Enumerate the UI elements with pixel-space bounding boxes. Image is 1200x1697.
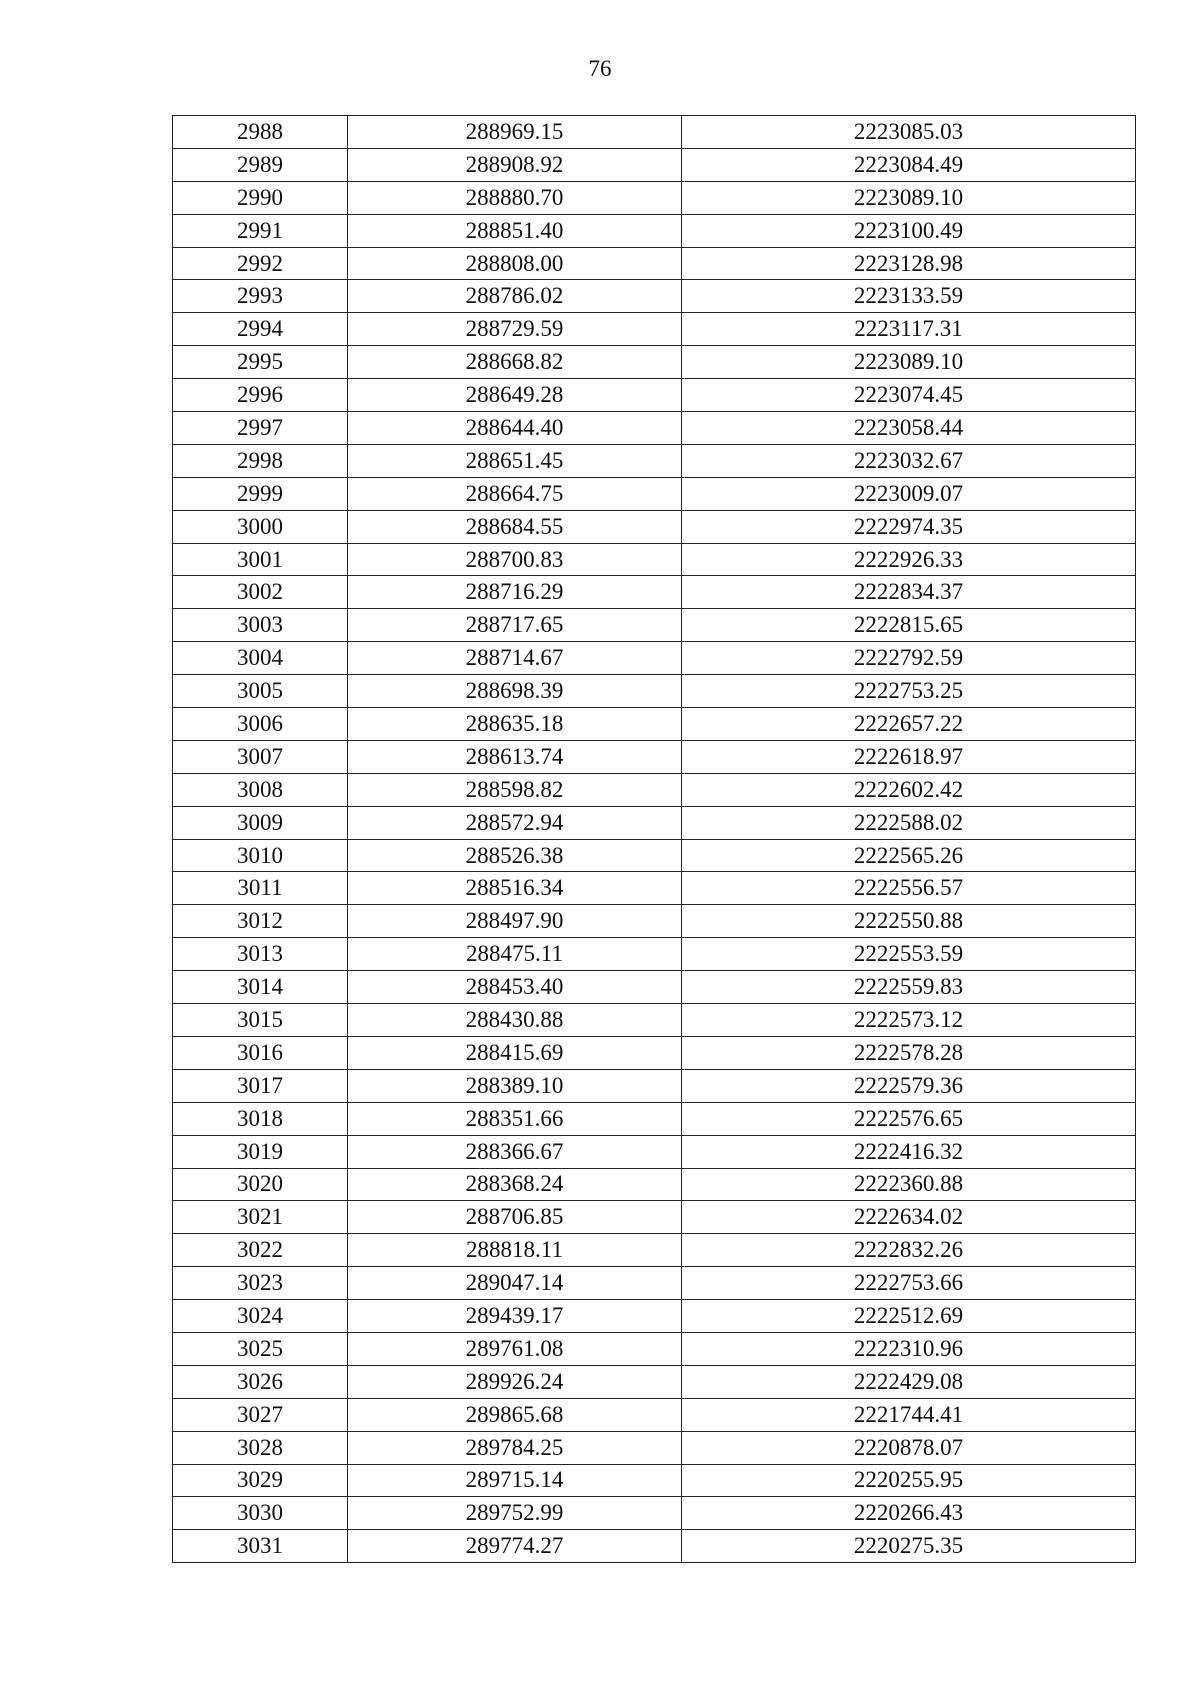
table-row [173, 116, 1136, 149]
table-row [173, 872, 1136, 905]
point-number-cell: 2994 [173, 313, 348, 346]
point-number-cell: 3022 [173, 1234, 348, 1267]
table-row [173, 1135, 1136, 1168]
table-row [173, 247, 1136, 280]
table-row [173, 675, 1136, 708]
y-coordinate-cell: 2220266.43 [682, 1497, 1136, 1530]
x-coordinate-cell: 288851.40 [348, 214, 682, 247]
y-coordinate-cell: 2222602.42 [682, 773, 1136, 806]
point-number-cell: 2999 [173, 477, 348, 510]
x-coordinate-cell: 288684.55 [348, 510, 682, 543]
x-coordinate-cell: 288389.10 [348, 1069, 682, 1102]
point-number-cell: 3012 [173, 905, 348, 938]
point-number-cell: 3011 [173, 872, 348, 905]
x-coordinate-cell: 288908.92 [348, 148, 682, 181]
y-coordinate-cell: 2223085.03 [682, 116, 1136, 149]
table-row [173, 1036, 1136, 1069]
point-number-cell: 2988 [173, 116, 348, 149]
x-coordinate-cell: 288475.11 [348, 938, 682, 971]
point-number-cell: 3017 [173, 1069, 348, 1102]
point-number-cell: 2996 [173, 379, 348, 412]
x-coordinate-cell: 288717.65 [348, 609, 682, 642]
point-number-cell: 3000 [173, 510, 348, 543]
y-coordinate-cell: 2222657.22 [682, 708, 1136, 741]
y-coordinate-cell: 2222753.25 [682, 675, 1136, 708]
table-row [173, 938, 1136, 971]
y-coordinate-cell: 2223089.10 [682, 181, 1136, 214]
y-coordinate-cell: 2223128.98 [682, 247, 1136, 280]
x-coordinate-cell: 288664.75 [348, 477, 682, 510]
point-number-cell: 2989 [173, 148, 348, 181]
page-number: 76 [588, 56, 612, 81]
table-row [173, 1398, 1136, 1431]
point-number-cell: 3028 [173, 1431, 348, 1464]
point-number-cell: 3021 [173, 1201, 348, 1234]
table-row [173, 1300, 1136, 1333]
x-coordinate-cell: 288497.90 [348, 905, 682, 938]
point-number-cell: 3003 [173, 609, 348, 642]
y-coordinate-cell: 2222559.83 [682, 971, 1136, 1004]
table-row [173, 806, 1136, 839]
point-number-cell: 3009 [173, 806, 348, 839]
table-row [173, 477, 1136, 510]
point-number-cell: 3016 [173, 1036, 348, 1069]
x-coordinate-cell: 288526.38 [348, 839, 682, 872]
y-coordinate-cell: 2222588.02 [682, 806, 1136, 839]
x-coordinate-cell: 289865.68 [348, 1398, 682, 1431]
x-coordinate-cell: 289752.99 [348, 1497, 682, 1530]
y-coordinate-cell: 2222578.28 [682, 1036, 1136, 1069]
y-coordinate-cell: 2223133.59 [682, 280, 1136, 313]
point-number-cell: 3030 [173, 1497, 348, 1530]
x-coordinate-cell: 288729.59 [348, 313, 682, 346]
table-row [173, 576, 1136, 609]
x-coordinate-cell: 289047.14 [348, 1267, 682, 1300]
table-row [173, 839, 1136, 872]
x-coordinate-cell: 288700.83 [348, 543, 682, 576]
x-coordinate-cell: 288880.70 [348, 181, 682, 214]
table-row [173, 1069, 1136, 1102]
table-row [173, 1201, 1136, 1234]
y-coordinate-cell: 2222416.32 [682, 1135, 1136, 1168]
x-coordinate-cell: 288453.40 [348, 971, 682, 1004]
y-coordinate-cell: 2222753.66 [682, 1267, 1136, 1300]
x-coordinate-cell: 289761.08 [348, 1332, 682, 1365]
x-coordinate-cell: 288598.82 [348, 773, 682, 806]
x-coordinate-cell: 288366.67 [348, 1135, 682, 1168]
point-number-cell: 3024 [173, 1300, 348, 1333]
point-number-cell: 3031 [173, 1530, 348, 1563]
y-coordinate-cell: 2220255.95 [682, 1464, 1136, 1497]
point-number-cell: 2992 [173, 247, 348, 280]
table-row [173, 1431, 1136, 1464]
x-coordinate-cell: 288716.29 [348, 576, 682, 609]
y-coordinate-cell: 2222832.26 [682, 1234, 1136, 1267]
y-coordinate-cell: 2222310.96 [682, 1332, 1136, 1365]
point-number-cell: 3015 [173, 1004, 348, 1037]
table-row [173, 1365, 1136, 1398]
point-number-cell: 3029 [173, 1464, 348, 1497]
x-coordinate-cell: 288698.39 [348, 675, 682, 708]
table-row [173, 708, 1136, 741]
point-number-cell: 3027 [173, 1398, 348, 1431]
table-row [173, 1464, 1136, 1497]
x-coordinate-cell: 288351.66 [348, 1102, 682, 1135]
y-coordinate-cell: 2222429.08 [682, 1365, 1136, 1398]
table-row [173, 181, 1136, 214]
point-number-cell: 3005 [173, 675, 348, 708]
table-row [173, 379, 1136, 412]
table-row [173, 905, 1136, 938]
y-coordinate-cell: 2221744.41 [682, 1398, 1136, 1431]
y-coordinate-cell: 2223032.67 [682, 444, 1136, 477]
y-coordinate-cell: 2222926.33 [682, 543, 1136, 576]
y-coordinate-cell: 2222618.97 [682, 740, 1136, 773]
x-coordinate-cell: 288714.67 [348, 642, 682, 675]
point-number-cell: 3020 [173, 1168, 348, 1201]
x-coordinate-cell: 289774.27 [348, 1530, 682, 1563]
table-row [173, 543, 1136, 576]
x-coordinate-cell: 288644.40 [348, 412, 682, 445]
table-row [173, 1234, 1136, 1267]
point-number-cell: 3008 [173, 773, 348, 806]
y-coordinate-cell: 2222573.12 [682, 1004, 1136, 1037]
x-coordinate-cell: 289439.17 [348, 1300, 682, 1333]
table-row [173, 1267, 1136, 1300]
point-number-cell: 3019 [173, 1135, 348, 1168]
point-number-cell: 2991 [173, 214, 348, 247]
y-coordinate-cell: 2222579.36 [682, 1069, 1136, 1102]
table-row [173, 609, 1136, 642]
point-number-cell: 3013 [173, 938, 348, 971]
x-coordinate-cell: 288706.85 [348, 1201, 682, 1234]
table-row [173, 1102, 1136, 1135]
x-coordinate-cell: 289926.24 [348, 1365, 682, 1398]
table-row [173, 740, 1136, 773]
table-row [173, 444, 1136, 477]
y-coordinate-cell: 2223084.49 [682, 148, 1136, 181]
table-row [173, 148, 1136, 181]
table-row [173, 971, 1136, 1004]
y-coordinate-cell: 2223117.31 [682, 313, 1136, 346]
x-coordinate-cell: 288415.69 [348, 1036, 682, 1069]
point-number-cell: 3001 [173, 543, 348, 576]
x-coordinate-cell: 288613.74 [348, 740, 682, 773]
x-coordinate-cell: 288786.02 [348, 280, 682, 313]
point-number-cell: 3026 [173, 1365, 348, 1398]
y-coordinate-cell: 2222834.37 [682, 576, 1136, 609]
y-coordinate-cell: 2222360.88 [682, 1168, 1136, 1201]
x-coordinate-cell: 288808.00 [348, 247, 682, 280]
x-coordinate-cell: 288668.82 [348, 346, 682, 379]
y-coordinate-cell: 2222512.69 [682, 1300, 1136, 1333]
y-coordinate-cell: 2220275.35 [682, 1530, 1136, 1563]
y-coordinate-cell: 2222576.65 [682, 1102, 1136, 1135]
table-row [173, 773, 1136, 806]
x-coordinate-cell: 289784.25 [348, 1431, 682, 1464]
point-number-cell: 3010 [173, 839, 348, 872]
table-row [173, 1168, 1136, 1201]
point-number-cell: 2995 [173, 346, 348, 379]
y-coordinate-cell: 2220878.07 [682, 1431, 1136, 1464]
y-coordinate-cell: 2223009.07 [682, 477, 1136, 510]
table-body [173, 116, 1136, 1563]
y-coordinate-cell: 2223058.44 [682, 412, 1136, 445]
point-number-cell: 3014 [173, 971, 348, 1004]
x-coordinate-cell: 288572.94 [348, 806, 682, 839]
y-coordinate-cell: 2222815.65 [682, 609, 1136, 642]
table-row [173, 346, 1136, 379]
table-row [173, 642, 1136, 675]
x-coordinate-cell: 288969.15 [348, 116, 682, 149]
point-number-cell: 2990 [173, 181, 348, 214]
table-row [173, 1332, 1136, 1365]
point-number-cell: 3018 [173, 1102, 348, 1135]
y-coordinate-cell: 2222634.02 [682, 1201, 1136, 1234]
y-coordinate-cell: 2223074.45 [682, 379, 1136, 412]
x-coordinate-cell: 288430.88 [348, 1004, 682, 1037]
y-coordinate-cell: 2222974.35 [682, 510, 1136, 543]
table-row [173, 1530, 1136, 1563]
point-number-cell: 2993 [173, 280, 348, 313]
y-coordinate-cell: 2222792.59 [682, 642, 1136, 675]
coordinates-table [172, 115, 1136, 1563]
x-coordinate-cell: 288635.18 [348, 708, 682, 741]
table-row [173, 214, 1136, 247]
y-coordinate-cell: 2222550.88 [682, 905, 1136, 938]
y-coordinate-cell: 2222556.57 [682, 872, 1136, 905]
x-coordinate-cell: 288368.24 [348, 1168, 682, 1201]
point-number-cell: 3006 [173, 708, 348, 741]
point-number-cell: 3023 [173, 1267, 348, 1300]
table-row [173, 280, 1136, 313]
x-coordinate-cell: 288651.45 [348, 444, 682, 477]
x-coordinate-cell: 288516.34 [348, 872, 682, 905]
table-row [173, 1004, 1136, 1037]
point-number-cell: 2997 [173, 412, 348, 445]
y-coordinate-cell: 2222565.26 [682, 839, 1136, 872]
y-coordinate-cell: 2223100.49 [682, 214, 1136, 247]
x-coordinate-cell: 288649.28 [348, 379, 682, 412]
point-number-cell: 2998 [173, 444, 348, 477]
table-row [173, 510, 1136, 543]
x-coordinate-cell: 288818.11 [348, 1234, 682, 1267]
table-row [173, 313, 1136, 346]
table-row [173, 1497, 1136, 1530]
table-row [173, 412, 1136, 445]
point-number-cell: 3002 [173, 576, 348, 609]
y-coordinate-cell: 2223089.10 [682, 346, 1136, 379]
point-number-cell: 3007 [173, 740, 348, 773]
x-coordinate-cell: 289715.14 [348, 1464, 682, 1497]
y-coordinate-cell: 2222553.59 [682, 938, 1136, 971]
point-number-cell: 3025 [173, 1332, 348, 1365]
point-number-cell: 3004 [173, 642, 348, 675]
